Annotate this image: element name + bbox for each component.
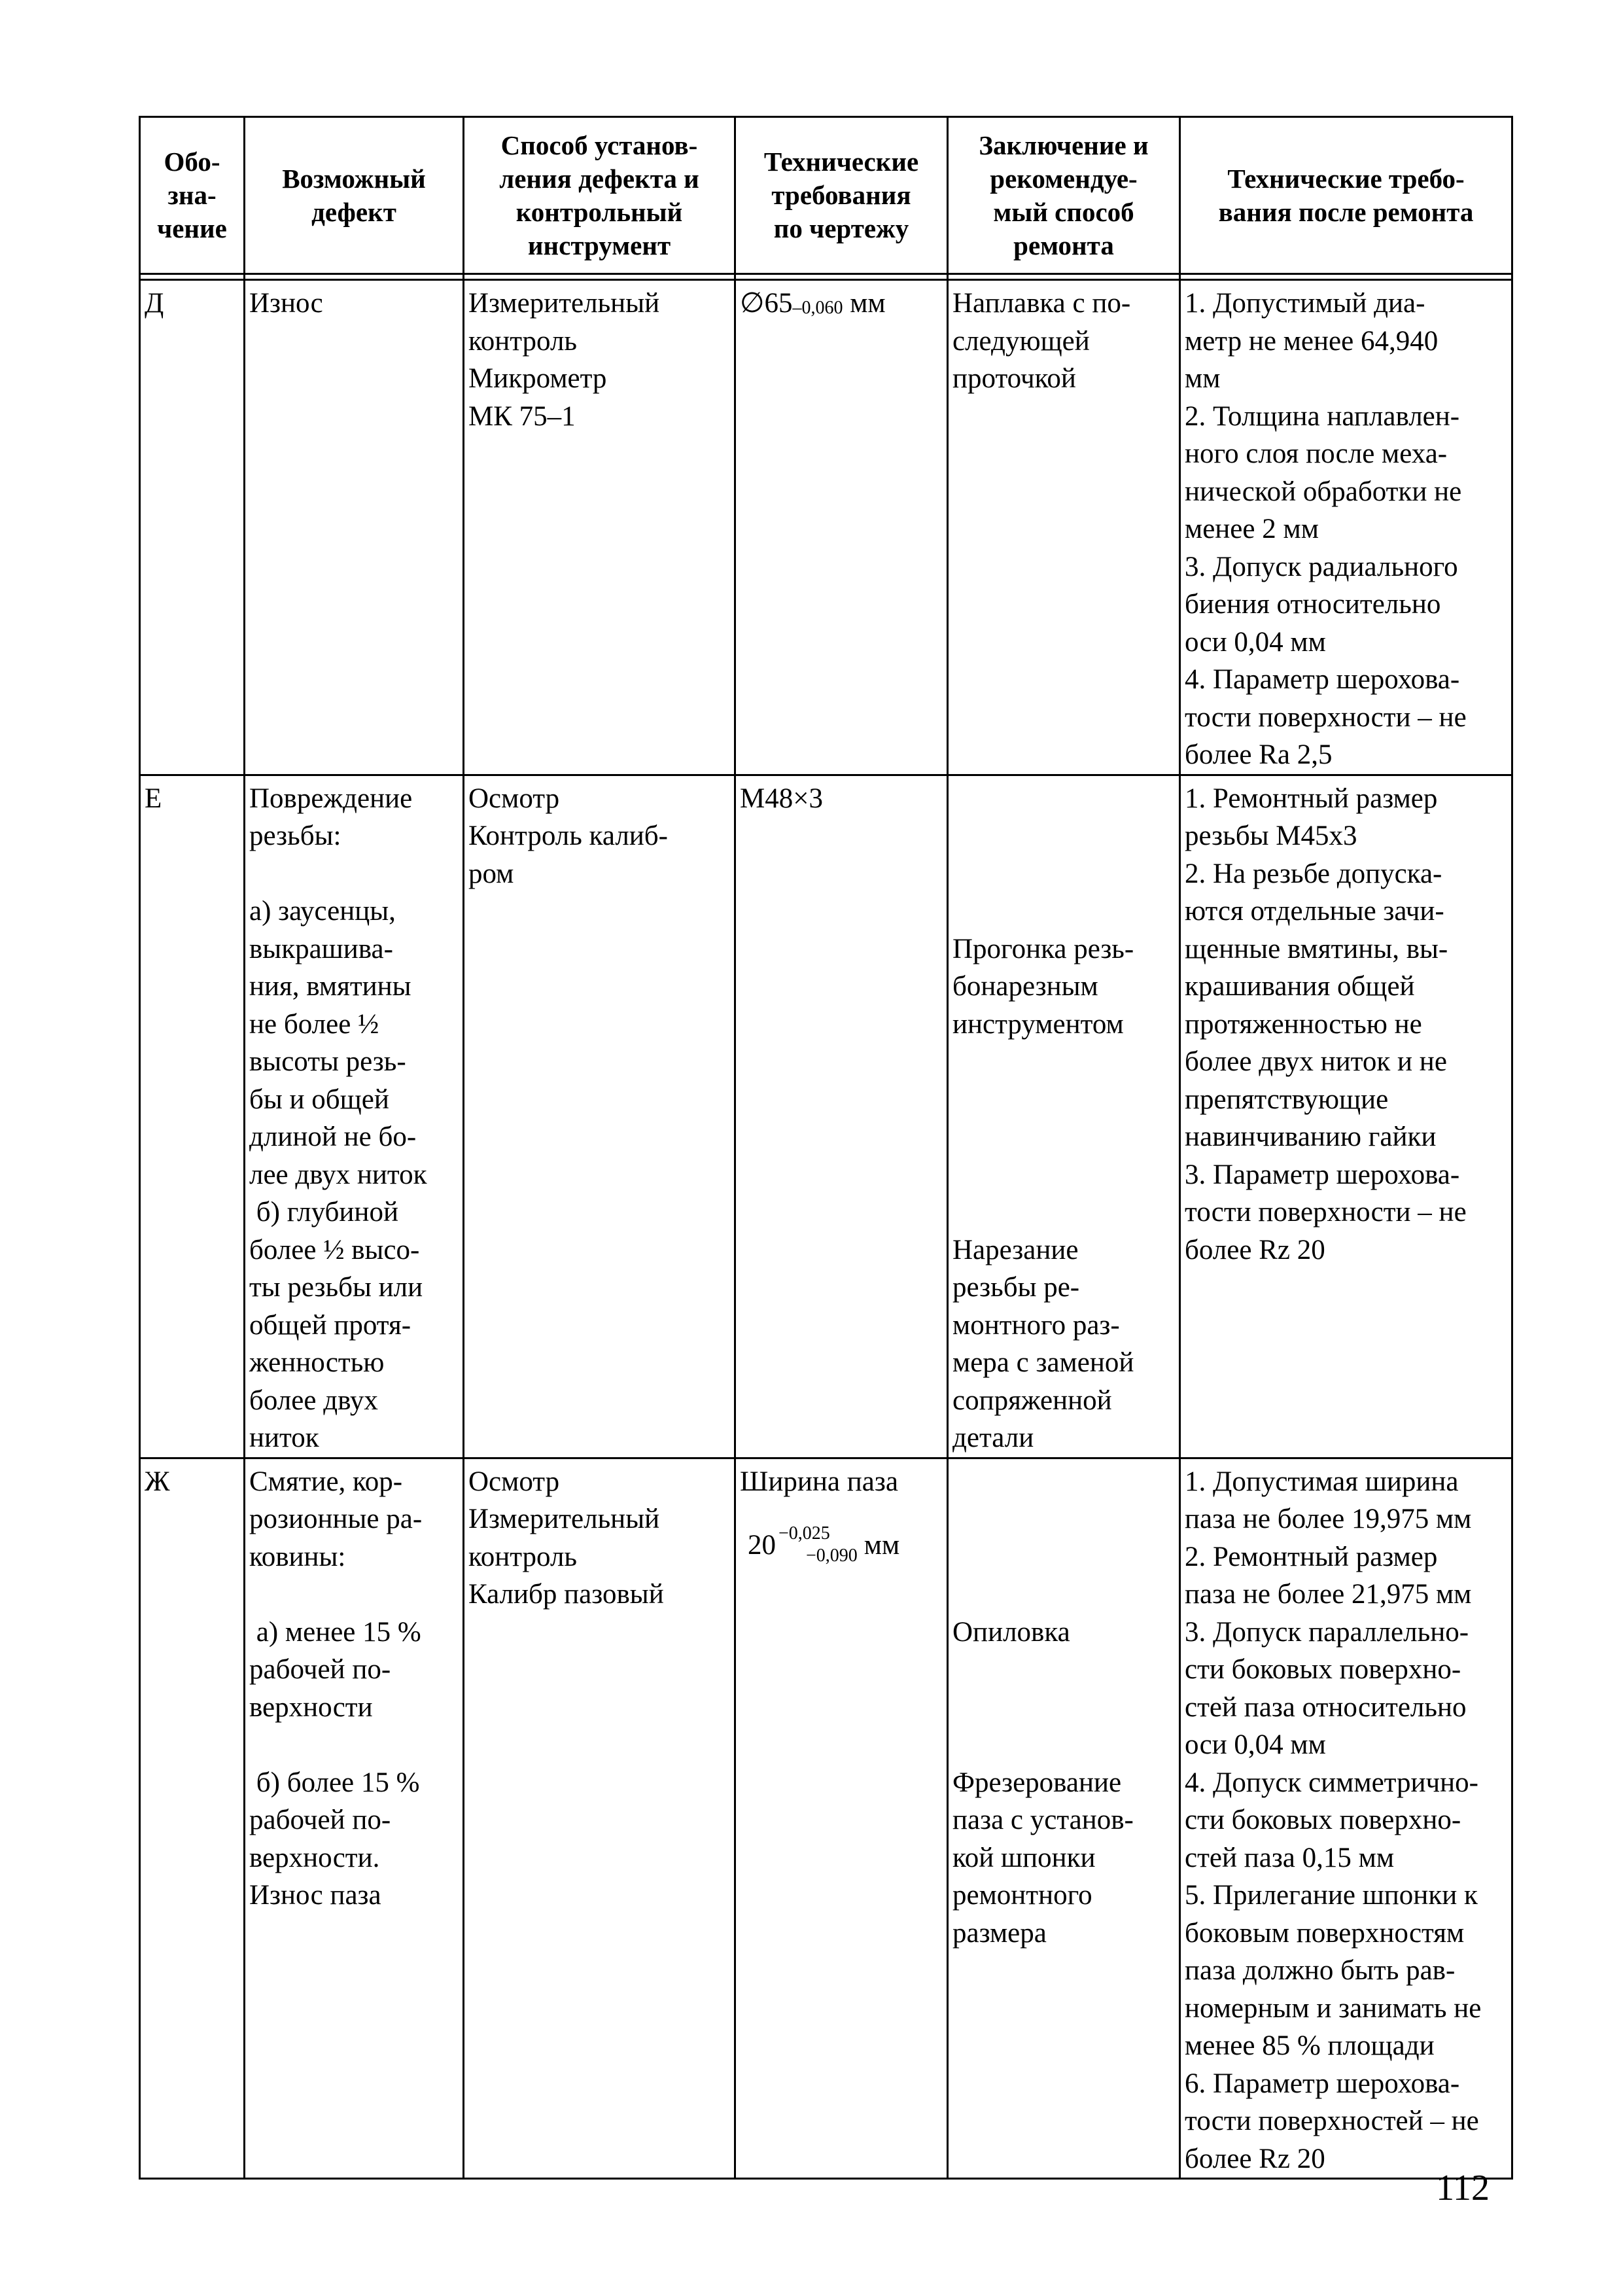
text-line: по чертежу bbox=[773, 213, 909, 243]
method-cell bbox=[464, 280, 735, 775]
text-line: менее 2 мм bbox=[1185, 514, 1319, 544]
repair-method-cell bbox=[948, 775, 1180, 1458]
text-line: паза не более 19,975 мм bbox=[1185, 1504, 1472, 1534]
tolerance-stack bbox=[778, 1523, 858, 1567]
header-defect bbox=[245, 117, 464, 274]
text-line: инструментом bbox=[952, 1008, 1124, 1040]
text-line: бы и общей bbox=[249, 1084, 389, 1115]
drawing-requirement-cell: М48×3 bbox=[735, 775, 948, 1458]
text-line: розионные ра- bbox=[249, 1504, 423, 1534]
text-line: боковым поверхностям bbox=[1185, 1917, 1465, 1949]
text-line: сопряженной bbox=[952, 1385, 1112, 1416]
text-line: нической обработки не bbox=[1185, 476, 1462, 507]
text-line: Износ bbox=[249, 288, 323, 319]
text-line: резьбы: bbox=[249, 821, 341, 851]
header-drawing-requirements bbox=[735, 117, 948, 274]
text-line: б) глубиной bbox=[249, 1197, 398, 1227]
text-line: контроль bbox=[468, 1541, 578, 1572]
text-line bbox=[249, 1576, 459, 1614]
text-line: более Ra 2,5 bbox=[1185, 739, 1333, 770]
header-method bbox=[464, 117, 735, 274]
text-line: проточкой bbox=[952, 363, 1076, 394]
text-line: Заключение и bbox=[979, 130, 1149, 160]
text-line: а) менее 15 % bbox=[249, 1616, 421, 1648]
text-line: Нарезание bbox=[952, 1234, 1079, 1265]
slot-width-label: Ширина паза bbox=[740, 1466, 898, 1497]
method-cell bbox=[464, 1458, 735, 2179]
defects-table bbox=[139, 116, 1513, 2180]
text-line: оси 0,04 мм bbox=[1185, 626, 1326, 658]
text-line: Возможный bbox=[282, 163, 426, 194]
text-line: Осмотр bbox=[468, 783, 560, 814]
text-line bbox=[249, 855, 459, 893]
table-row bbox=[140, 1458, 1512, 2179]
text-line: рабочей по- bbox=[249, 1654, 391, 1685]
text-line: Контроль калиб- bbox=[468, 821, 668, 851]
text-line bbox=[952, 1463, 1175, 1501]
text-line: 2. Ремонтный размер bbox=[1185, 1541, 1438, 1572]
drawing-requirement-cell bbox=[735, 280, 948, 775]
tolerance-lower: −0,090 bbox=[806, 1545, 858, 1566]
text-line: 4. Параметр шерохова- bbox=[1185, 664, 1460, 695]
text-line: стей паза относительно bbox=[1185, 1691, 1467, 1723]
text-line: Технические bbox=[763, 147, 919, 177]
text-line: навинчиванию гайки bbox=[1185, 1122, 1437, 1152]
after-repair-cell bbox=[1180, 775, 1512, 1458]
text-line: Измерительный bbox=[468, 1504, 660, 1534]
text-line: более Rz 20 bbox=[1185, 2143, 1325, 2174]
text-line: Смятие, кор- bbox=[249, 1466, 403, 1497]
text-line: протяженностью не bbox=[1185, 1008, 1422, 1040]
text-line: вания после ремонта bbox=[1218, 196, 1474, 227]
designation-cell: Ж bbox=[140, 1458, 245, 2179]
text-line: Измерительный bbox=[468, 288, 660, 319]
text-line: выкрашива- bbox=[249, 933, 393, 964]
text-line: менее 85 % площади bbox=[1185, 2030, 1435, 2061]
text-line bbox=[952, 1118, 1175, 1156]
text-line bbox=[952, 780, 1175, 818]
nominal-size: 20 bbox=[748, 1530, 776, 1561]
text-line: ром bbox=[468, 858, 514, 889]
text-line bbox=[952, 1726, 1175, 1764]
header-separator bbox=[140, 274, 1512, 280]
text-line bbox=[952, 1538, 1175, 1576]
repair-method-cell bbox=[948, 1458, 1180, 2179]
text-line: мера с заменой bbox=[952, 1347, 1134, 1378]
text-line: препятствующие bbox=[1185, 1084, 1389, 1115]
text-line bbox=[952, 1156, 1175, 1194]
text-line: лее двух ниток bbox=[249, 1159, 427, 1190]
text-line: Опиловка bbox=[952, 1616, 1070, 1648]
text-line: Износ паза bbox=[249, 1880, 381, 1911]
text-line: ремонта bbox=[1013, 230, 1114, 260]
text-line: рабочей по- bbox=[249, 1805, 391, 1835]
text-line: контроль bbox=[468, 325, 578, 357]
text-line: требования bbox=[771, 180, 911, 210]
text-line: резьбы ре- bbox=[952, 1272, 1080, 1303]
text-line: биения относительно bbox=[1185, 589, 1441, 620]
text-line: Прогонка резь- bbox=[952, 933, 1134, 964]
text-line: женностью bbox=[249, 1347, 385, 1378]
text-line: Микрометр bbox=[468, 363, 607, 394]
text-line: рекомендуе- bbox=[990, 163, 1138, 194]
text-line: ния, вмятины bbox=[249, 971, 411, 1002]
table-row bbox=[140, 775, 1512, 1458]
text-line: мый способ bbox=[993, 196, 1134, 227]
text-line: паза должно быть рав- bbox=[1185, 1955, 1456, 1986]
text-line: тости поверхностей – не bbox=[1185, 2106, 1479, 2136]
text-line: 1. Ремонтный размер bbox=[1185, 783, 1438, 814]
after-repair-cell bbox=[1180, 1458, 1512, 2179]
text-line: Калибр пазовый bbox=[468, 1579, 664, 1610]
text-line: паза не более 21,975 мм bbox=[1185, 1579, 1472, 1610]
text-line: Способ установ- bbox=[500, 130, 698, 160]
text-line: сти боковых поверхно- bbox=[1185, 1654, 1461, 1685]
text-line: дефект bbox=[311, 196, 396, 227]
text-line: следующей bbox=[952, 325, 1090, 357]
text-line: мм bbox=[1185, 363, 1221, 394]
after-repair-cell bbox=[1180, 280, 1512, 775]
text-line: тости поверхности – не bbox=[1185, 701, 1467, 733]
text-line bbox=[952, 1689, 1175, 1727]
text-line: монтного раз- bbox=[952, 1309, 1120, 1341]
text-line: 5. Прилегание шпонки к bbox=[1185, 1880, 1478, 1911]
text-line: зна- bbox=[167, 180, 217, 210]
text-line bbox=[952, 1193, 1175, 1231]
text-line: более ½ высо- bbox=[249, 1234, 420, 1265]
text-line: Наплавка с по- bbox=[952, 288, 1131, 319]
text-line: Осмотр bbox=[468, 1466, 560, 1497]
header-repair-method bbox=[948, 117, 1180, 274]
text-line bbox=[952, 817, 1175, 855]
text-line: высоты резь- bbox=[249, 1046, 406, 1077]
text-line: размера bbox=[952, 1917, 1047, 1949]
text-line: 3. Допуск параллельно- bbox=[1185, 1616, 1469, 1648]
text-line: 2. На резьбе допуска- bbox=[1185, 858, 1442, 889]
table-row bbox=[140, 280, 1512, 775]
text-line: контрольный bbox=[515, 196, 683, 227]
text-line: длиной не бо- bbox=[249, 1122, 417, 1152]
tolerance-lower: –0,060 bbox=[792, 298, 843, 318]
text-line: б) более 15 % bbox=[249, 1767, 420, 1798]
text-line bbox=[952, 1043, 1175, 1081]
text-line: Обо- bbox=[164, 147, 220, 177]
text-line: номерным и занимать не bbox=[1185, 1992, 1482, 2024]
repair-method-cell bbox=[948, 280, 1180, 775]
designation-cell: Д bbox=[140, 280, 245, 775]
nominal-size: ∅65 bbox=[740, 288, 793, 319]
text-line: ты резьбы или bbox=[249, 1272, 423, 1303]
text-line: Технические требо- bbox=[1227, 163, 1465, 194]
text-line: верхности. bbox=[249, 1842, 380, 1873]
text-line: ного слоя после меха- bbox=[1185, 438, 1448, 469]
text-line: метр не менее 64,940 bbox=[1185, 325, 1439, 357]
method-cell bbox=[464, 775, 735, 1458]
text-line: щенные вмятины, вы- bbox=[1185, 933, 1448, 964]
designation-cell: Е bbox=[140, 775, 245, 1458]
header-designation bbox=[140, 117, 245, 274]
text-line: сти боковых поверхно- bbox=[1185, 1805, 1461, 1835]
text-line: более Rz 20 bbox=[1185, 1234, 1325, 1265]
text-line bbox=[952, 892, 1175, 930]
text-line: МК 75–1 bbox=[468, 400, 576, 432]
text-line: верхности bbox=[249, 1691, 373, 1723]
text-line: чение bbox=[157, 213, 227, 243]
drawing-requirement-cell bbox=[735, 1458, 948, 2179]
text-line: ковины: bbox=[249, 1541, 346, 1572]
text-line: инструмент bbox=[527, 230, 671, 260]
text-line: общей протя- bbox=[249, 1309, 411, 1341]
table-header-row bbox=[140, 117, 1512, 274]
text-line: паза с установ- bbox=[952, 1805, 1134, 1835]
tolerance-upper: −0,025 bbox=[778, 1523, 830, 1544]
text-line: тости поверхности – не bbox=[1185, 1197, 1467, 1227]
text-line: более двух bbox=[249, 1385, 378, 1416]
text-line: Повреждение bbox=[249, 783, 413, 814]
text-line: 1. Допустимый диа- bbox=[1185, 288, 1425, 319]
text-line bbox=[952, 855, 1175, 893]
text-line bbox=[952, 1500, 1175, 1538]
text-line: ниток bbox=[249, 1422, 319, 1453]
text-line: ления дефекта и bbox=[499, 163, 699, 194]
text-line: Фрезерование bbox=[952, 1767, 1122, 1798]
text-line: ремонтного bbox=[952, 1880, 1092, 1911]
unit: мм bbox=[843, 288, 886, 319]
text-line: оси 0,04 мм bbox=[1185, 1729, 1326, 1760]
text-line bbox=[952, 1576, 1175, 1614]
text-line: бонарезным bbox=[952, 971, 1098, 1002]
text-line: не более ½ bbox=[249, 1008, 379, 1040]
text-line: а) заусенцы, bbox=[249, 896, 396, 927]
text-line bbox=[952, 1651, 1175, 1689]
text-line: стей паза 0,15 мм bbox=[1185, 1842, 1395, 1873]
header-after-repair bbox=[1180, 117, 1512, 274]
text-line: кой шпонки bbox=[952, 1842, 1096, 1873]
text-line: 3. Допуск радиального bbox=[1185, 551, 1458, 582]
slot-width-tolerance bbox=[740, 1523, 943, 1567]
text-line: крашивания общей bbox=[1185, 971, 1415, 1002]
defect-cell bbox=[245, 1458, 464, 2179]
text-line bbox=[952, 1081, 1175, 1119]
text-line: 3. Параметр шерохова- bbox=[1185, 1159, 1460, 1190]
text-line: более двух ниток и не bbox=[1185, 1046, 1447, 1077]
text-line bbox=[249, 1726, 459, 1764]
text-line: резьбы М45х3 bbox=[1185, 821, 1357, 851]
text-line: 6. Параметр шерохова- bbox=[1185, 2068, 1460, 2099]
text-line: 4. Допуск симметрично- bbox=[1185, 1767, 1478, 1798]
text-line: 2. Толщина наплавлен- bbox=[1185, 400, 1460, 432]
text-line: 1. Допустимая ширина bbox=[1185, 1466, 1459, 1497]
unit: мм bbox=[864, 1530, 900, 1561]
text-line: ются отдельные зачи- bbox=[1185, 896, 1444, 927]
defect-cell bbox=[245, 280, 464, 775]
text-line: детали bbox=[952, 1422, 1034, 1453]
defect-cell bbox=[245, 775, 464, 1458]
page-number: 112 bbox=[1436, 2168, 1490, 2208]
